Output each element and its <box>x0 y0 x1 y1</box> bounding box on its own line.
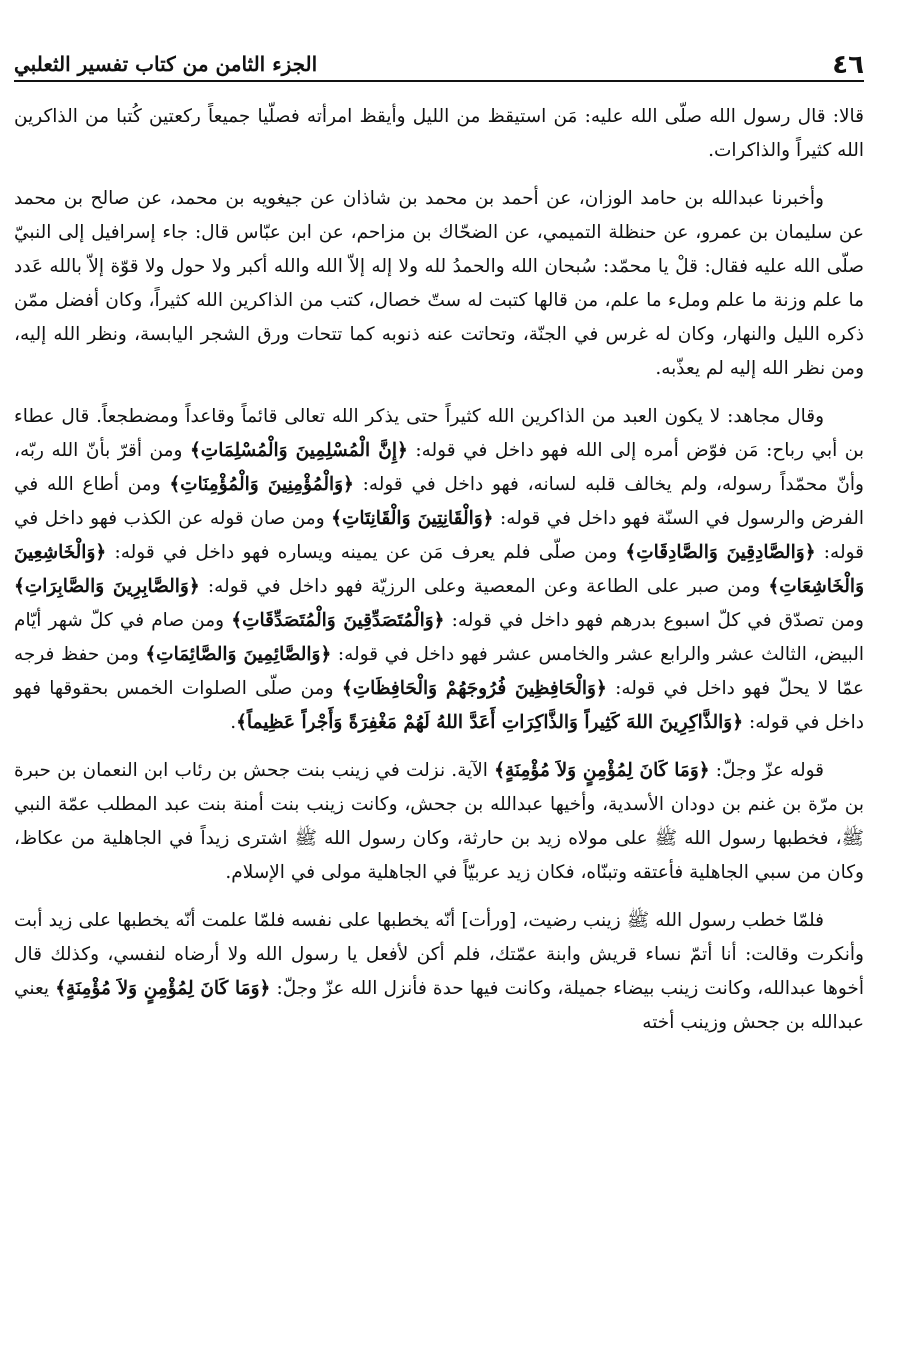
quran-verse: ﴿وَمَا كَانَ لِمُؤْمِنٍ وَلاَ مُؤْمِنَةٍ﴾ <box>55 978 271 999</box>
text-segment: ومن صبر على الطاعة وعن المعصية وعلى الرزيّة فهو داخل في قوله: <box>199 576 769 597</box>
page-header <box>14 36 864 82</box>
text-segment: فلمّا خطب رسول الله ﷺ زينب رضيت، [ورأت] أنّه يخطبها على نفسه فلمّا علمت أنّه يخطبها على زيد أبت وأنكرت وقالت: أنا أتمّ نساء قريش وابنة عمّتك، فلم أكن لأفعل يا رسول الله ولا أرضاه لنفسي، وكذلك قال أخوها عبدالله، وكانت زينب بيضاء جميلة، وكانت فيها حدة فأنزل الله عزّ وجلّ: <box>14 910 864 999</box>
text-segment: ومن صلّى الصلوات الخمس بحقوقها فهو داخل في قوله: <box>14 678 864 733</box>
text-segment: ومن تصدّق في كلّ اسبوع بدرهم فهو داخل في قوله: <box>444 610 864 631</box>
paragraph <box>14 904 864 1040</box>
quran-verse: ﴿وَالصَّابِرِينَ وَالصَّابِرَاتِ﴾ <box>14 576 200 597</box>
quran-verse: ﴿وَالْمُؤْمِنِينَ وَالْمُؤْمِنَاتِ﴾ <box>169 474 354 495</box>
text-segment: ومن أطاع الله في الفرض والرسول في السنّة فهو داخل في قوله: <box>14 474 865 529</box>
page-body <box>14 100 864 1040</box>
paragraph <box>14 400 864 740</box>
text-segment: يعني عبدالله بن جحش وزينب أخته <box>14 978 864 1033</box>
quran-verse: ﴿وَالْحَافِظِينَ فُرُوجَهُمْ وَالْحَافِظَاتِ﴾ <box>341 678 607 699</box>
quran-verse: ﴿وَالْخَاشِعِينَ وَالْخَاشِعَاتِ﴾ <box>14 542 864 597</box>
text-segment: ومن حفظ فرجه عمّا لا يحلّ فهو داخل في قوله: <box>14 644 864 699</box>
text-segment: قالا: قال رسول الله صلّى الله عليه: مَن استيقظ من الليل وأيقظ امرأته فصلّيا جميعاً ركعتين كُتبا من الذاكرين الله كثيراً والذاكرات. <box>14 106 864 161</box>
text-segment: ومن صان قوله عن الكذب فهو داخل في قوله: <box>14 508 864 563</box>
text-segment: الآية. نزلت في زينب بنت جحش بن رئاب ابن النعمان بن حبرة بن مرّة بن غنم بن دودان الأسدية، وأخيها عبدالله بن جحش، وكانت زينب بنت أمنة بنت عبد المطلب عمّة النبي ﷺ، فخطبها رسول الله ﷺ على مولاه زيد بن حارثة، وكان رسول الله ﷺ اشترى زيداً في الجاهلية من عكاظ، وكان من سبي الجاهلية فأعتقه وتبنّاه، فكان زيد عربيّاً في الجاهلية مولى في الإسلام. <box>14 760 864 883</box>
paragraph <box>14 100 864 168</box>
text-segment: ومن صلّى فلم يعرف مَن عن يمينه ويساره فهو داخل في قوله: <box>106 542 626 563</box>
quran-verse: ﴿وَالذَّاكِرِينَ اللهَ كَثِيراً وَالذَّاكِرَاتِ أَعَدَّ اللهُ لَهُمْ مَغْفِرَةً وَأَجْراً عَظِيماً﴾ <box>236 712 744 733</box>
quran-verse: ﴿وَالصَّائِمِينَ وَالصَّائِمَاتِ﴾ <box>145 644 332 665</box>
quran-verse: ﴿وَالْمُتَصَدِّقِينَ وَالْمُتَصَدِّقَاتِ﴾ <box>231 610 445 631</box>
quran-verse: ﴿إِنَّ الْمُسْلِمِينَ وَالْمُسْلِمَاتِ﴾ <box>189 440 408 461</box>
quran-verse: ﴿وَمَا كَانَ لِمُؤْمِنٍ وَلاَ مُؤْمِنَةٍ﴾ <box>494 760 710 781</box>
running-title: الجزء الثامن من كتاب تفسير الثعلبي <box>14 52 318 76</box>
page-number: ٤٦ <box>832 50 864 80</box>
text-segment: ومن أقرّ بأنّ الله ربّه، وأنّ محمّداً رسوله، ولم يخالف قلبه لسانه، فهو داخل في قوله: <box>14 440 864 495</box>
text-segment: . <box>230 712 237 733</box>
text-segment: قوله عزّ وجلّ: <box>709 760 824 781</box>
quran-verse: ﴿وَالصَّادِقِينَ وَالصَّادِقَاتِ﴾ <box>625 542 816 563</box>
text-segment: وأخبرنا عبدالله بن حامد الوزان، عن أحمد بن محمد بن شاذان عن جيغويه بن محمد، عن صالح بن محمد عن سليمان بن عمرو، عن حنظلة التميمي، عن الضحّاك بن مزاحم، عن ابن عبّاس قال: جاء إسرافيل إلى النبيّ صلّى الله عليه فقال: قلْ يا محمّد: سُبحان الله والحمدُ لله ولا إله إلاّ الله والله أكبر ولا حول ولا قوّة إلاّ بالله عَدد ما علم وزنة ما علم وملء ما علم، من قالها كتبت له ستّ خصال، كتب من الذاكرين الله كثيراً، وكان أفضل ممّن ذكره الليل والنهار، وكان له غرس في الجنّة، وتحاتت عنه ذنوبه كما تتحات ورق الشجر اليابسة، ونظر الله إليه، ومن نظر الله إليه لم يعذّبه. <box>14 188 864 379</box>
paragraph <box>14 754 864 890</box>
text-segment: وقال مجاهد: لا يكون العبد من الذاكرين الله كثيراً حتى يذكر الله تعالى قائماً وقاعداً ومضطجعاً. قال عطاء بن أبي رباح: مَن فوّض أمره إلى الله فهو داخل في قوله: <box>14 406 864 461</box>
text-segment: ومن صام في كلّ شهر أيّام البيض، الثالث عشر والرابع عشر والخامس عشر فهو داخل في قوله: <box>14 610 864 665</box>
quran-verse: ﴿وَالْقَانِتِينَ وَالْقَانِتَاتِ﴾ <box>331 508 494 529</box>
paragraph <box>14 182 864 386</box>
